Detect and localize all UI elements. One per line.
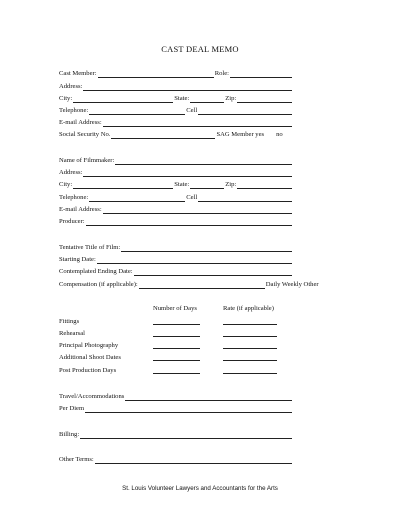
filmmaker-email-row (59, 203, 293, 214)
schedule-row: Additional Shoot Dates (59, 354, 121, 361)
per-diem-row (59, 402, 293, 413)
principal-days-field[interactable] (153, 348, 200, 349)
ssn-field[interactable] (111, 131, 215, 139)
filmmaker-name-row (59, 154, 293, 165)
fittings-days-field[interactable] (153, 324, 200, 325)
rehearsal-days-field[interactable] (153, 336, 200, 337)
schedule-row: Rehearsal (59, 330, 85, 337)
other-terms-row (59, 453, 293, 464)
per-diem-field[interactable] (85, 405, 292, 413)
document-title: CAST DEAL MEMO (161, 44, 239, 54)
start-date-row (59, 253, 293, 264)
cast-member-row (59, 67, 293, 78)
filmmaker-email-label: E-mail Address: (59, 206, 102, 213)
schedule-row: Fittings (59, 318, 80, 325)
per-diem-label: Per Diem (59, 405, 85, 412)
filmmaker-zip-label: Zip: (225, 181, 237, 188)
cast-cell-label: Cell (186, 107, 198, 114)
schedule-row: Principal Photography (59, 342, 119, 349)
travel-field[interactable] (125, 393, 292, 401)
cast-city-field[interactable] (73, 95, 173, 103)
travel-label: Travel/Accommodations (59, 393, 125, 400)
end-date-label: Contemplated Ending Date: (59, 268, 133, 275)
ssn-label: Social Security No. (59, 131, 111, 138)
cast-email-label: E-mail Address: (59, 119, 102, 126)
other-terms-label: Other Terms: (59, 456, 94, 463)
end-date-field[interactable] (134, 268, 292, 276)
filmmaker-address-row (59, 166, 293, 177)
cast-telephone-row (59, 104, 293, 115)
schedule-row: Post Production Days (59, 367, 117, 374)
producer-row (59, 215, 293, 226)
cast-member-field[interactable] (98, 70, 214, 78)
cast-telephone-field[interactable] (89, 107, 185, 115)
cast-email-field[interactable] (103, 119, 292, 127)
start-date-field[interactable] (97, 256, 292, 264)
start-date-label: Starting Date: (59, 256, 96, 263)
rate-options-label: Daily Weekly Other (265, 281, 319, 288)
film-title-label: Tentative Title of Film: (59, 244, 121, 251)
principal-rate-field[interactable] (223, 348, 277, 349)
cast-zip-field[interactable] (237, 95, 292, 103)
filmmaker-telephone-row (59, 191, 293, 202)
filmmaker-city-label: City: (59, 181, 73, 188)
cast-address-label: Address: (59, 83, 83, 90)
additional-days-field[interactable] (153, 360, 200, 361)
filmmaker-zip-field[interactable] (237, 181, 292, 189)
producer-label: Producer: (59, 218, 85, 225)
film-title-row (59, 241, 293, 252)
rate-header: Rate (if applicable) (223, 305, 274, 312)
fittings-rate-field[interactable] (223, 324, 277, 325)
compensation-row (59, 278, 319, 289)
cast-state-label: State: (174, 95, 190, 102)
role-label: Role: (214, 70, 229, 77)
billing-field[interactable] (80, 431, 292, 439)
filmmaker-telephone-field[interactable] (89, 194, 185, 202)
cast-ssn-row (59, 128, 293, 139)
role-field[interactable] (230, 70, 292, 78)
additional-rate-field[interactable] (223, 360, 277, 361)
sag-member-label: SAG Member yes (216, 131, 265, 138)
filmmaker-city-field[interactable] (73, 181, 173, 189)
cast-cell-field[interactable] (198, 107, 292, 115)
cast-city-row (59, 92, 293, 103)
billing-row (59, 428, 293, 439)
cast-member-label: Cast Member: (59, 70, 97, 77)
filmmaker-email-field[interactable] (103, 206, 292, 214)
travel-row (59, 390, 293, 401)
filmmaker-name-field[interactable] (115, 157, 292, 165)
filmmaker-state-field[interactable] (190, 181, 224, 189)
cast-state-field[interactable] (190, 95, 224, 103)
cast-email-row (59, 116, 293, 127)
post-days-field[interactable] (153, 373, 200, 374)
compensation-label: Compensation (if applicable): (59, 281, 138, 288)
number-of-days-header: Number of Days (153, 305, 197, 312)
cast-address-field[interactable] (83, 83, 292, 91)
producer-field[interactable] (86, 218, 292, 226)
end-date-row (59, 265, 293, 276)
footer-text: St. Louis Volunteer Lawyers and Accountants for the Arts (122, 485, 278, 492)
filmmaker-cell-field[interactable] (198, 194, 292, 202)
cast-city-label: City: (59, 95, 73, 102)
compensation-field[interactable] (139, 281, 265, 289)
rehearsal-rate-field[interactable] (223, 336, 277, 337)
filmmaker-address-label: Address: (59, 169, 83, 176)
filmmaker-name-label: Name of Filmmaker: (59, 157, 115, 164)
billing-label: Billing: (59, 431, 80, 438)
cast-telephone-label: Telephone: (59, 107, 89, 114)
post-rate-field[interactable] (223, 373, 277, 374)
filmmaker-address-field[interactable] (83, 169, 292, 177)
filmmaker-state-label: State: (174, 181, 190, 188)
filmmaker-cell-label: Cell (186, 194, 198, 201)
filmmaker-city-row (59, 178, 293, 189)
cast-address-row (59, 80, 293, 91)
film-title-field[interactable] (121, 244, 292, 252)
filmmaker-telephone-label: Telephone: (59, 194, 89, 201)
other-terms-field[interactable] (95, 456, 292, 464)
sag-no-label: no (276, 131, 283, 138)
cast-zip-label: Zip: (225, 95, 237, 102)
